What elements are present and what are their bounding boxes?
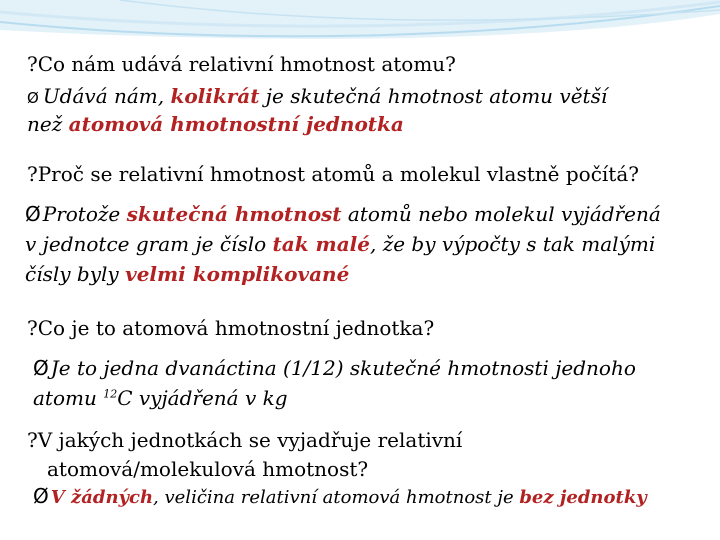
answer-text: v jednotce gram je číslo <box>25 232 273 256</box>
answer-units <box>33 484 647 508</box>
answer-highlight: tak malé <box>272 232 370 256</box>
arrow-bullet-icon: Ø <box>33 484 49 508</box>
answer-why-computed-line2 <box>25 232 655 256</box>
answer-why-computed-line1 <box>25 202 661 226</box>
answer-highlight: kolikrát <box>170 84 260 108</box>
question-atomic-mass-unit <box>27 316 434 340</box>
isotope-superscript: 12 <box>103 387 118 401</box>
question-why-computed <box>27 162 639 186</box>
answer-text: C vyjádřená v kg <box>117 386 288 410</box>
answer-highlight: atomová hmotnostní jednotka <box>68 112 404 136</box>
answer-text: , že by výpočty s tak malými <box>369 232 656 256</box>
question-text: ?Co je to atomová hmotnostní jednotka? <box>27 316 435 340</box>
answer-relative-mass-line2 <box>27 112 404 136</box>
question-units-line1 <box>27 428 462 452</box>
answer-text: než <box>27 112 69 136</box>
answer-relative-mass-line1 <box>27 84 607 108</box>
answer-highlight: V žádných <box>50 487 154 508</box>
answer-highlight: velmi komplikované <box>125 262 350 286</box>
question-units-line2 <box>47 457 368 481</box>
arrow-bullet-icon: Ø <box>25 202 41 226</box>
answer-text: , veličina relativní atomová hmotnost je <box>153 487 520 508</box>
question-text: ?Co nám udává relativní hmotnost atomu? <box>27 52 456 76</box>
arrow-bullet-icon: Ø <box>27 89 39 107</box>
answer-text: Je to jedna dvanáctina (1/12) skutečné hmotnosti jednoho <box>50 356 636 380</box>
question-text: atomová/molekulová hmotnost? <box>47 457 369 481</box>
question-relative-mass <box>27 52 456 76</box>
question-text: ?Proč se relativní hmotnost atomů a molekul vlastně počítá? <box>27 162 639 186</box>
answer-why-computed-line3 <box>25 262 349 286</box>
answer-text: Udává nám, <box>42 84 171 108</box>
answer-atomic-mass-unit-line1 <box>33 356 636 380</box>
answer-highlight: bez jednotky <box>519 487 647 508</box>
answer-text: atomu <box>33 386 104 410</box>
answer-text: je skutečná hmotnost atomu větší <box>259 84 608 108</box>
answer-text: atomů nebo molekul vyjádřená <box>341 202 661 226</box>
answer-atomic-mass-unit-line2 <box>33 386 288 410</box>
arrow-bullet-icon: Ø <box>33 356 49 380</box>
question-text: ?V jakých jednotkách se vyjadřuje relativní <box>27 428 463 452</box>
answer-text: Protože <box>42 202 127 226</box>
answer-highlight: skutečná hmotnost <box>126 202 342 226</box>
answer-text: čísly byly <box>25 262 126 286</box>
